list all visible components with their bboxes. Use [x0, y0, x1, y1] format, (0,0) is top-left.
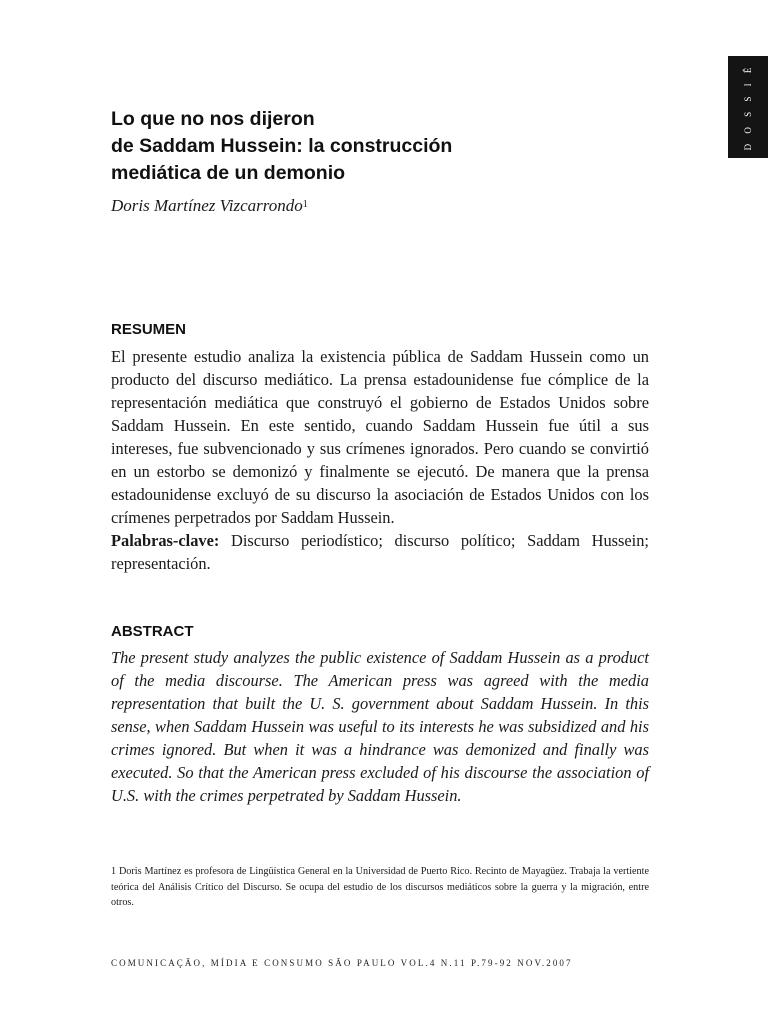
article-title-line: Lo que no nos dijeron [111, 108, 315, 130]
resumen-heading: RESUMEN [111, 321, 187, 338]
abstract-heading: ABSTRACT [111, 623, 194, 640]
author-name: Doris Martínez Vizcarrondo [111, 196, 303, 215]
article-title-line: mediática de un demonio [111, 162, 346, 184]
journal-footer: COMUNICAÇÃO, MÍDIA E CONSUMO SÃO PAULO VOL.4 N.11 P.79-92 NOV.2007 [111, 958, 573, 968]
keywords-text: Discurso periodístico; discurso político; Saddam Hussein; representación. [111, 531, 649, 573]
section-tab-label: D O S S I Ê [743, 63, 753, 151]
resumen-text: El presente estudio analiza la existencia pública de Saddam Hussein como un producto del discurso mediático. La prensa estadounidense fue cómplice de la representación mediática que construyó el gobierno de Estados Unidos sobre Saddam Hussein. En este sentido, cuando Saddam Hussein fue útil a sus intereses, fue subvencionado y sus crímenes ignorados. Pero cuando se convirtió en un estorbo se demonizó y finalmente se ejecutó. De manera que la prensa estadounidense excluyó de su discurso la asociación de Estados Unidos con los crímenes perpetrados por Saddam Hussein. [111, 347, 649, 527]
article-title-line: de Saddam Hussein: la construcción [111, 135, 453, 157]
article-title [111, 106, 631, 187]
keywords-label: Palabras-clave: [111, 531, 220, 550]
abstract-text: The present study analyzes the public existence of Saddam Hussein as a product of the media discourse. The American press was agreed with the media representation that built the U. S. government about Saddam Hussein. In this sense, when Saddam Hussein was useful to its interests he was subsidized and his crimes ignored. But when it was a hindrance was demonized and finally was executed. So that the American press excluded of his discourse the association of U.S. with the crimes perpetrated by Saddam Hussein. [111, 648, 649, 805]
footnote: 1 Doris Martínez es profesora de Lingüística General en la Universidad de Puerto Rico. Recinto de Mayagüez. Trabaja la vertiente teórica del Análisis Crítico del Discurso. Se ocupa del estudio de los discursos mediáticos sobre la guerra y la migración, entre otros. [111, 866, 649, 908]
keywords-line [111, 529, 649, 575]
article-author [111, 195, 308, 217]
section-tab-dossie [728, 56, 768, 158]
resumen-section [111, 345, 649, 575]
author-footnote-mark: 1 [302, 199, 308, 210]
abstract-section [111, 646, 649, 807]
